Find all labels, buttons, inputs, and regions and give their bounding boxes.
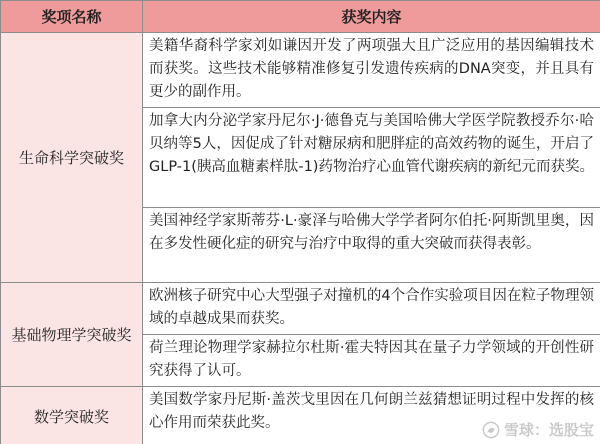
- award-entry: 荷兰理论物理学家赫拉尔杜斯·霍夫特因其在量子力学领域的开创性研究获得了认可。: [143, 335, 600, 387]
- award-category-physics: 基础物理学突破奖: [1, 283, 143, 387]
- table-row: [1, 387, 600, 444]
- header-award-name: 奖项名称: [1, 1, 143, 33]
- award-category-life-science: 生命科学突破奖: [1, 33, 143, 283]
- header-row: [1, 1, 600, 33]
- award-entry: 美国神经学家斯蒂芬·L·豪泽与哈佛大学学者阿尔伯托·阿斯凯里奥，因在多发性硬化症的研究与治疗中取得的重大突破而获得表彰。: [143, 208, 600, 283]
- award-category-math: 数学突破奖: [1, 387, 143, 444]
- award-entry: 加拿大内分泌学家丹尼尔·J·德鲁克与美国哈佛大学医学院教授乔尔·哈贝纳等5人，因促成了针对糖尿病和肥胖症的高效药物的诞生，开启了GLP-1(胰高血糖素样肽-1)药物治疗心血管代谢疾病的新纪元而获奖。: [143, 108, 600, 208]
- table-row: [1, 33, 600, 108]
- award-entry: 欧洲核子研究中心大型强子对撞机的4个合作实验项目因在粒子物理领域的卓越成果而获奖。: [143, 283, 600, 335]
- watermark-text: 雪球：选股宝: [503, 421, 594, 439]
- header-award-content: 获奖内容: [143, 1, 600, 33]
- table-row: [1, 283, 600, 335]
- award-entry: 美籍华裔科学家刘如谦因开发了两项强大且广泛应用的基因编辑技术而获奖。这些技术能够精准修复引发遗传疾病的DNA突变，并且具有更少的副作用。: [143, 33, 600, 108]
- award-entry: 美国数学家丹尼斯·盖茨戈里因在几何朗兰兹猜想证明过程中发挥的核心作用而荣获此奖。: [143, 387, 600, 444]
